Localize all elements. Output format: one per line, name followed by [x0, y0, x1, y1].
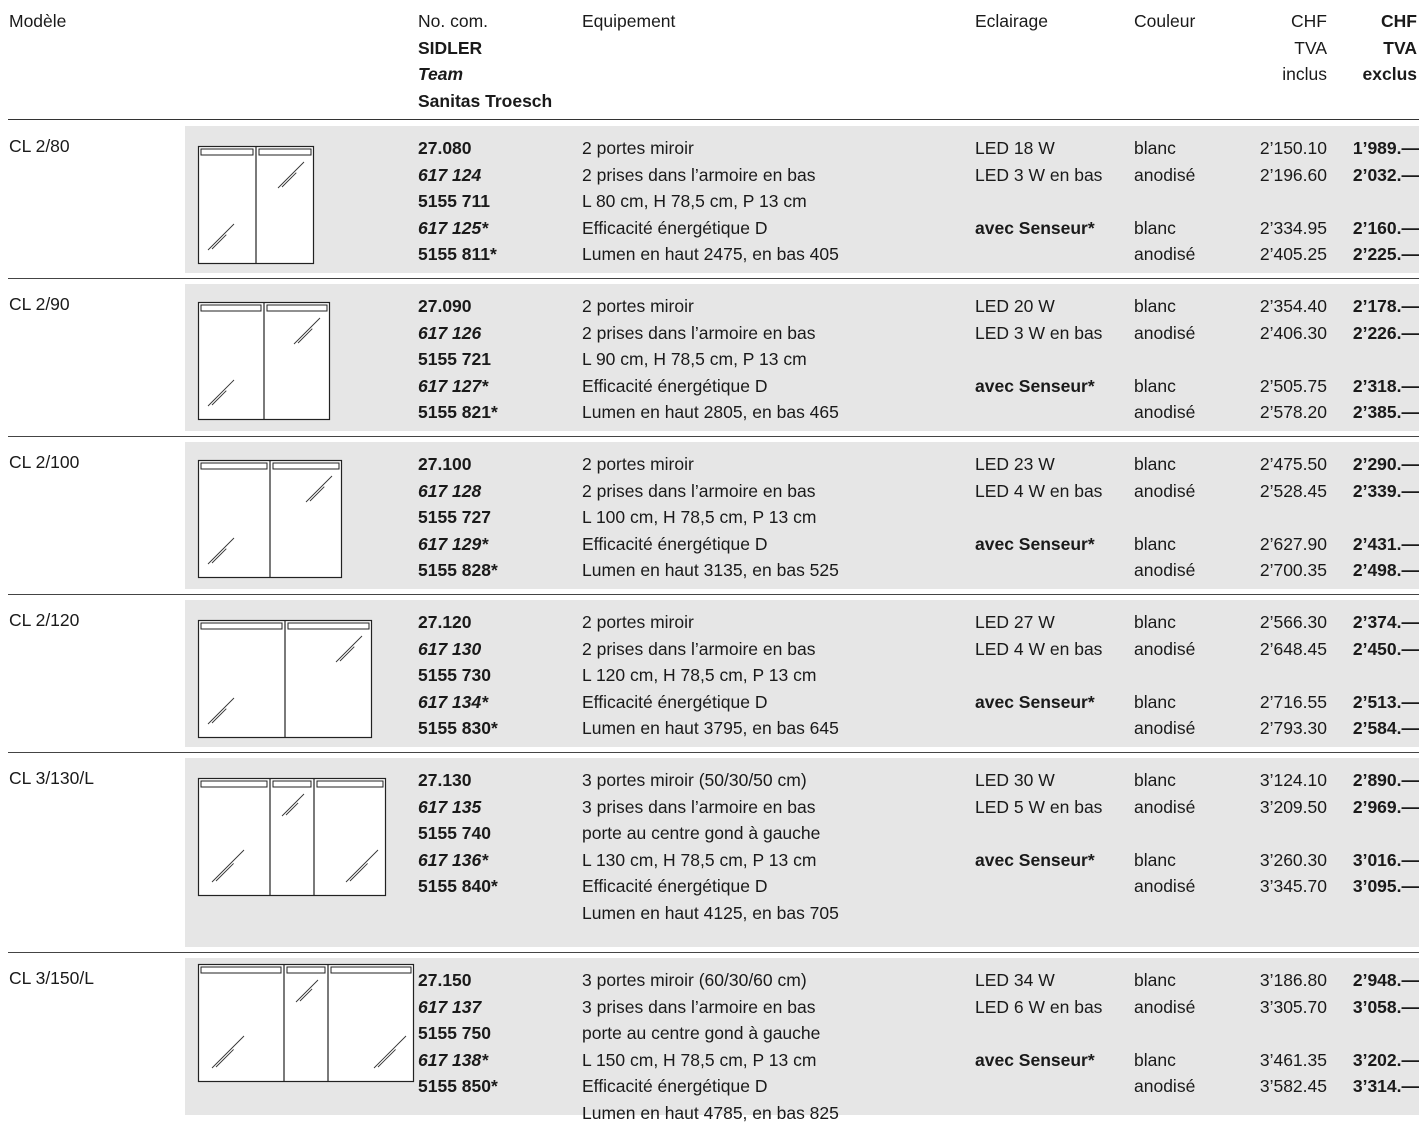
cell-equip: Lumen en haut 4125, en bas 705 — [582, 900, 839, 927]
cell-incl: 2’334.95 — [1200, 215, 1327, 242]
cell-equip: 3 portes miroir (50/30/50 cm) — [582, 767, 839, 794]
cell-color: anodisé — [1134, 320, 1195, 347]
cell-incl: 2’196.60 — [1200, 162, 1327, 189]
col-nos — [418, 609, 498, 742]
cell-incl — [1200, 662, 1327, 689]
cell-equip: L 120 cm, H 78,5 cm, P 13 cm — [582, 662, 839, 689]
cell-color: blanc — [1134, 531, 1195, 558]
cell-equip: 3 prises dans l’armoire en bas — [582, 794, 839, 821]
cell-equip: 2 portes miroir — [582, 451, 839, 478]
header-eclairage: Eclairage — [975, 8, 1048, 35]
cell-incl: 2’505.75 — [1200, 373, 1327, 400]
cell-light: LED 4 W en bas — [975, 636, 1102, 663]
cell-equip: Lumen en haut 4785, en bas 825 — [582, 1100, 839, 1126]
cell-nos: 27.130 — [418, 767, 498, 794]
cell-nos: 5155 711 — [418, 188, 497, 215]
cell-excl: 2’498.— — [1330, 557, 1419, 584]
cell-excl: 2’374.— — [1330, 609, 1419, 636]
col-color — [1134, 293, 1195, 426]
cell-incl: 2’406.30 — [1200, 320, 1327, 347]
cell-incl: 3’260.30 — [1200, 847, 1327, 874]
cell-equip: porte au centre gond à gauche — [582, 820, 839, 847]
cell-excl: 3’202.— — [1330, 1047, 1419, 1074]
cell-nos: 617 135 — [418, 794, 498, 821]
col-color — [1134, 135, 1195, 268]
cell-nos: 5155 850* — [418, 1073, 498, 1100]
header-model: Modèle — [9, 8, 66, 35]
cell-excl: 3’058.— — [1330, 994, 1419, 1021]
table-row — [0, 952, 1419, 1115]
cell-incl: 2’150.10 — [1200, 135, 1327, 162]
cell-excl: 1’989.— — [1330, 135, 1419, 162]
cell-color: blanc — [1134, 451, 1195, 478]
cell-nos: 27.120 — [418, 609, 498, 636]
cell-incl: 2’648.45 — [1200, 636, 1327, 663]
cell-excl: 2’290.— — [1330, 451, 1419, 478]
cell-light: LED 27 W — [975, 609, 1102, 636]
col-excl — [1330, 293, 1419, 426]
cell-light: avec Senseur* — [975, 531, 1102, 558]
cell-color — [1134, 662, 1195, 689]
cell-light — [975, 715, 1102, 742]
cell-nos: 27.090 — [418, 293, 498, 320]
header-couleur: Couleur — [1134, 8, 1195, 35]
cell-incl: 2’700.35 — [1200, 557, 1327, 584]
cell-nos: 617 136* — [418, 847, 498, 874]
col-equip — [582, 609, 839, 742]
cell-equip: Lumen en haut 3795, en bas 645 — [582, 715, 839, 742]
col-incl — [1200, 609, 1327, 742]
cell-excl — [1330, 346, 1419, 373]
cell-incl: 2’528.45 — [1200, 478, 1327, 505]
cell-nos: 617 128 — [418, 478, 498, 505]
cell-excl: 2’032.— — [1330, 162, 1419, 189]
cell-color: anodisé — [1134, 1073, 1195, 1100]
cell-incl: 2’475.50 — [1200, 451, 1327, 478]
col-equip — [582, 967, 839, 1126]
cell-equip: L 100 cm, H 78,5 cm, P 13 cm — [582, 504, 839, 531]
cell-incl: 2’405.25 — [1200, 241, 1327, 268]
cell-incl: 3’209.50 — [1200, 794, 1327, 821]
cell-color: anodisé — [1134, 162, 1195, 189]
cell-excl: 2’178.— — [1330, 293, 1419, 320]
col-equip — [582, 293, 839, 426]
cell-excl — [1330, 504, 1419, 531]
cell-excl: 2’584.— — [1330, 715, 1419, 742]
table-row — [0, 752, 1419, 952]
cell-equip: 3 portes miroir (60/30/60 cm) — [582, 967, 839, 994]
model-name: CL 2/100 — [9, 452, 79, 473]
cell-nos: 617 124 — [418, 162, 497, 189]
cell-excl: 2’513.— — [1330, 689, 1419, 716]
cell-light: avec Senseur* — [975, 689, 1102, 716]
cell-light — [975, 820, 1102, 847]
cell-incl — [1200, 346, 1327, 373]
cell-excl — [1330, 820, 1419, 847]
cell-light — [975, 346, 1102, 373]
model-name: CL 2/90 — [9, 294, 70, 315]
col-color — [1134, 451, 1195, 584]
cell-excl: 3’016.— — [1330, 847, 1419, 874]
cell-color: anodisé — [1134, 715, 1195, 742]
col-excl — [1330, 967, 1419, 1100]
cell-incl: 3’461.35 — [1200, 1047, 1327, 1074]
cell-incl: 3’305.70 — [1200, 994, 1327, 1021]
col-excl — [1330, 451, 1419, 584]
cell-incl: 3’345.70 — [1200, 873, 1327, 900]
cell-color: anodisé — [1134, 636, 1195, 663]
cell-equip: Efficacité énergétique D — [582, 1073, 839, 1100]
col-light — [975, 135, 1102, 268]
cell-light: LED 23 W — [975, 451, 1102, 478]
cell-excl: 2’431.— — [1330, 531, 1419, 558]
col-color — [1134, 767, 1195, 900]
col-light — [975, 609, 1102, 742]
cell-light — [975, 504, 1102, 531]
cell-color: anodisé — [1134, 794, 1195, 821]
cell-light: avec Senseur* — [975, 373, 1102, 400]
cell-incl: 2’627.90 — [1200, 531, 1327, 558]
cell-color: anodisé — [1134, 241, 1195, 268]
col-light — [975, 967, 1102, 1100]
header-equipement: Equipement — [582, 8, 675, 35]
cell-light — [975, 188, 1102, 215]
cell-light: LED 4 W en bas — [975, 478, 1102, 505]
cell-nos: 617 137 — [418, 994, 498, 1021]
cell-excl: 2’948.— — [1330, 967, 1419, 994]
cell-nos: 617 138* — [418, 1047, 498, 1074]
cell-nos: 617 127* — [418, 373, 498, 400]
cell-equip: 2 portes miroir — [582, 135, 839, 162]
cell-equip: 2 portes miroir — [582, 609, 839, 636]
cell-nos: 27.150 — [418, 967, 498, 994]
cell-light — [975, 399, 1102, 426]
cell-equip: 2 prises dans l’armoire en bas — [582, 162, 839, 189]
table-row — [0, 120, 1419, 278]
cell-nos: 5155 830* — [418, 715, 498, 742]
cell-excl: 2’318.— — [1330, 373, 1419, 400]
cell-equip: Efficacité énergétique D — [582, 373, 839, 400]
table-row — [0, 278, 1419, 436]
cell-nos: 5155 727 — [418, 504, 498, 531]
col-equip — [582, 767, 839, 926]
header-chf-excl: CHF TVA exclus — [1330, 8, 1417, 88]
col-nos — [418, 767, 498, 900]
cell-light: LED 3 W en bas — [975, 162, 1102, 189]
cell-nos: 27.100 — [418, 451, 498, 478]
model-name: CL 3/130/L — [9, 768, 94, 789]
cell-light: LED 6 W en bas — [975, 994, 1102, 1021]
cell-nos: 5155 721 — [418, 346, 498, 373]
cell-incl: 3’124.10 — [1200, 767, 1327, 794]
cell-nos: 617 125* — [418, 215, 497, 242]
cell-color: anodisé — [1134, 873, 1195, 900]
col-equip — [582, 451, 839, 584]
col-incl — [1200, 451, 1327, 584]
col-nos — [418, 293, 498, 426]
cell-equip: Efficacité énergétique D — [582, 215, 839, 242]
cell-nos: 617 130 — [418, 636, 498, 663]
cell-excl: 2’450.— — [1330, 636, 1419, 663]
cell-color: blanc — [1134, 689, 1195, 716]
header-chf-incl: CHF TVA inclus — [1230, 8, 1327, 88]
cell-excl: 3’314.— — [1330, 1073, 1419, 1100]
col-light — [975, 451, 1102, 584]
cell-equip: Lumen en haut 3135, en bas 525 — [582, 557, 839, 584]
col-light — [975, 767, 1102, 900]
cell-nos: 5155 730 — [418, 662, 498, 689]
cell-nos: 617 129* — [418, 531, 498, 558]
cell-equip: Lumen en haut 2475, en bas 405 — [582, 241, 839, 268]
cell-color: blanc — [1134, 1047, 1195, 1074]
cell-equip: porte au centre gond à gauche — [582, 1020, 839, 1047]
cell-light: LED 30 W — [975, 767, 1102, 794]
cell-light — [975, 1073, 1102, 1100]
cell-incl — [1200, 504, 1327, 531]
cell-light: LED 3 W en bas — [975, 320, 1102, 347]
col-nos — [418, 451, 498, 584]
cell-light — [975, 241, 1102, 268]
cell-incl: 2’793.30 — [1200, 715, 1327, 742]
cell-equip: 2 prises dans l’armoire en bas — [582, 478, 839, 505]
cell-nos: 617 134* — [418, 689, 498, 716]
cell-color: blanc — [1134, 967, 1195, 994]
model-name: CL 2/80 — [9, 136, 70, 157]
table-row — [0, 594, 1419, 752]
cell-equip: L 90 cm, H 78,5 cm, P 13 cm — [582, 346, 839, 373]
cell-color: blanc — [1134, 135, 1195, 162]
cell-light: avec Senseur* — [975, 1047, 1102, 1074]
cell-equip: Lumen en haut 2805, en bas 465 — [582, 399, 839, 426]
cell-incl — [1200, 1020, 1327, 1047]
cell-color: anodisé — [1134, 399, 1195, 426]
cell-incl: 3’582.45 — [1200, 1073, 1327, 1100]
cell-excl — [1330, 188, 1419, 215]
cell-excl — [1330, 662, 1419, 689]
cell-excl: 2’339.— — [1330, 478, 1419, 505]
cell-excl: 2’890.— — [1330, 767, 1419, 794]
cell-equip: 3 prises dans l’armoire en bas — [582, 994, 839, 1021]
cell-light — [975, 1020, 1102, 1047]
cell-incl: 2’578.20 — [1200, 399, 1327, 426]
model-name: CL 3/150/L — [9, 968, 94, 989]
cell-excl — [1330, 1020, 1419, 1047]
cell-color: blanc — [1134, 767, 1195, 794]
cell-light: avec Senseur* — [975, 847, 1102, 874]
cell-equip: L 150 cm, H 78,5 cm, P 13 cm — [582, 1047, 839, 1074]
header-nocom: No. com. SIDLER Team Sanitas Troesch — [418, 8, 552, 114]
cell-nos: 27.080 — [418, 135, 497, 162]
col-color — [1134, 967, 1195, 1100]
cell-incl — [1200, 188, 1327, 215]
cell-color — [1134, 346, 1195, 373]
cell-light: avec Senseur* — [975, 215, 1102, 242]
cell-light — [975, 662, 1102, 689]
cell-light: LED 18 W — [975, 135, 1102, 162]
cell-equip: Efficacité énergétique D — [582, 689, 839, 716]
cell-equip: L 130 cm, H 78,5 cm, P 13 cm — [582, 847, 839, 874]
cell-color: anodisé — [1134, 994, 1195, 1021]
cell-color: blanc — [1134, 847, 1195, 874]
cell-nos: 5155 750 — [418, 1020, 498, 1047]
cell-light: LED 20 W — [975, 293, 1102, 320]
cell-equip: Efficacité énergétique D — [582, 873, 839, 900]
cell-nos: 5155 740 — [418, 820, 498, 847]
cell-excl: 3’095.— — [1330, 873, 1419, 900]
cell-excl: 2’385.— — [1330, 399, 1419, 426]
cell-equip: L 80 cm, H 78,5 cm, P 13 cm — [582, 188, 839, 215]
cell-nos: 5155 828* — [418, 557, 498, 584]
cell-light — [975, 557, 1102, 584]
cell-color: anodisé — [1134, 557, 1195, 584]
cell-nos: 5155 840* — [418, 873, 498, 900]
col-excl — [1330, 609, 1419, 742]
col-incl — [1200, 293, 1327, 426]
cell-incl: 3’186.80 — [1200, 967, 1327, 994]
col-light — [975, 293, 1102, 426]
cell-nos: 5155 821* — [418, 399, 498, 426]
cell-nos: 5155 811* — [418, 241, 497, 268]
col-nos — [418, 967, 498, 1100]
col-excl — [1330, 135, 1419, 268]
col-nos — [418, 135, 497, 268]
model-name: CL 2/120 — [9, 610, 79, 631]
cell-light — [975, 873, 1102, 900]
cell-equip: 2 prises dans l’armoire en bas — [582, 320, 839, 347]
cell-color: blanc — [1134, 215, 1195, 242]
cell-color — [1134, 1020, 1195, 1047]
cell-color: blanc — [1134, 609, 1195, 636]
cell-light: LED 5 W en bas — [975, 794, 1102, 821]
cell-nos: 617 126 — [418, 320, 498, 347]
col-incl — [1200, 967, 1327, 1100]
cell-incl: 2’354.40 — [1200, 293, 1327, 320]
cell-color — [1134, 188, 1195, 215]
col-equip — [582, 135, 839, 268]
cell-incl: 2’566.30 — [1200, 609, 1327, 636]
table-header — [0, 8, 1419, 120]
cell-excl: 2’226.— — [1330, 320, 1419, 347]
cell-color — [1134, 820, 1195, 847]
cell-equip: 2 portes miroir — [582, 293, 839, 320]
cell-light: LED 34 W — [975, 967, 1102, 994]
cell-color: blanc — [1134, 293, 1195, 320]
cell-color: blanc — [1134, 373, 1195, 400]
cell-incl: 2’716.55 — [1200, 689, 1327, 716]
col-incl — [1200, 767, 1327, 900]
cell-color — [1134, 504, 1195, 531]
col-color — [1134, 609, 1195, 742]
col-excl — [1330, 767, 1419, 900]
cell-excl: 2’160.— — [1330, 215, 1419, 242]
cell-color: anodisé — [1134, 478, 1195, 505]
col-incl — [1200, 135, 1327, 268]
cell-incl — [1200, 820, 1327, 847]
table-row — [0, 436, 1419, 594]
cell-excl: 2’225.— — [1330, 241, 1419, 268]
cell-equip: Efficacité énergétique D — [582, 531, 839, 558]
cell-excl: 2’969.— — [1330, 794, 1419, 821]
cell-equip: 2 prises dans l’armoire en bas — [582, 636, 839, 663]
